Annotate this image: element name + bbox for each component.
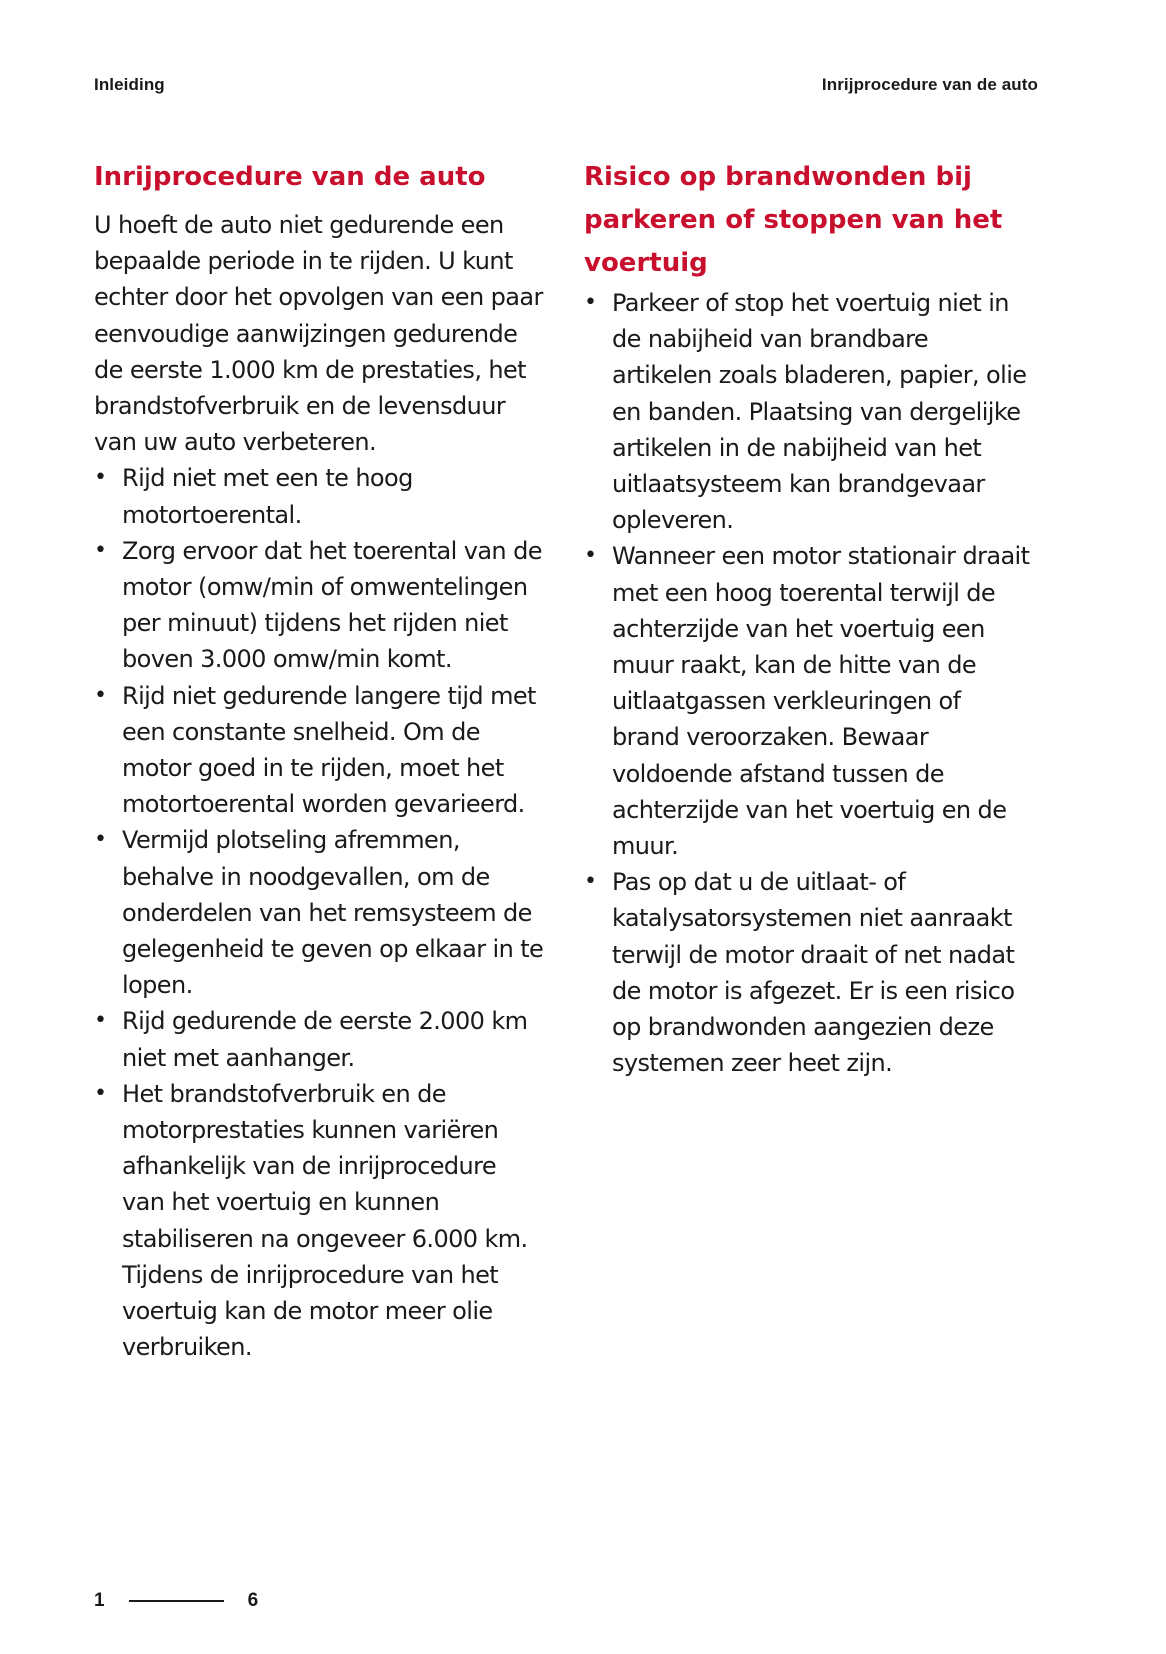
list-item: • Rijd gedurende de eerste 2.000 km niet met aanhanger. [94, 1003, 544, 1075]
running-header-section: Inrijprocedure van de auto [821, 75, 1038, 94]
break-in-bullet-list [94, 460, 544, 1365]
chapter-number: 1 [94, 1590, 105, 1611]
bullet-dot-icon: • [584, 543, 597, 569]
bullet-dot-icon: • [94, 537, 107, 563]
page-footer [94, 1590, 258, 1612]
list-item: • Rijd niet gedurende langere tijd met een constante snelheid. Om de motor goed in te rijden, moet het motortoerental worden gevarieerd. [94, 678, 544, 823]
bullet-dot-icon: • [94, 827, 107, 853]
section-title-burn-risk: Risico op brandwonden bij parkeren of stoppen van het voertuig [584, 162, 1003, 278]
intro-paragraph: U hoeft de auto niet gedurende een bepaalde periode in te rijden. U kunt echter door het opvolgen van een paar eenvoudige aanwijzingen gedurende de eerste 1.000 km de prestaties, het brandstofverbruik en de levensduur van uw auto verbeteren. [94, 211, 543, 457]
list-item: • Vermijd plotseling afremmen, behalve in noodgevallen, om de onderdelen van het remsysteem de gelegenheid te geven op elkaar in te lopen. [94, 822, 544, 1003]
right-column [584, 156, 1034, 1081]
list-item: • Zorg ervoor dat het toerental van de motor (omw/min of omwentelingen per minuut) tijdens het rijden niet boven 3.000 omw/min komt. [94, 533, 544, 678]
list-item: • Pas op dat u de uitlaat- of katalysatorsystemen niet aanraakt terwijl de motor draait of net nadat de motor is afgezet. Er is een risico op brandwonden aangezien deze systemen zeer heet zijn. [584, 864, 1034, 1081]
list-item: • Rijd niet met een te hoog motortoerental. [94, 460, 544, 532]
bullet-dot-icon: • [94, 1080, 107, 1106]
bullet-dot-icon: • [584, 290, 597, 315]
footer-divider [129, 1600, 224, 1602]
list-item: • Het brandstofverbruik en de motorprestaties kunnen variëren afhankelijk van de inrijprocedure van het voertuig en kunnen stabiliseren na ongeveer 6.000 km. Tijdens de inrijprocedure van het voertuig kan de motor meer olie verbruiken. [94, 1076, 544, 1366]
list-item: • Parkeer of stop het voertuig niet in de nabijheid van brandbare artikelen zoals bladeren, papier, olie en banden. Plaatsing van dergelijke artikelen in de nabijheid van het uitlaatsysteem kan brandgevaar opleveren. [584, 285, 1034, 538]
burn-risk-bullet-list [584, 285, 1034, 1081]
section-title-break-in: Inrijprocedure van de auto [94, 162, 486, 192]
list-item: • Wanneer een motor stationair draait met een hoog toerental terwijl de achterzijde van het voertuig een muur raakt, kan de hitte van de uitlaatgassen verkleuringen of brand veroorzaken. Bewaar voldoende afstand tussen de achterzijde van het voertuig en de muur. [584, 538, 1034, 864]
page-number: 6 [247, 1590, 259, 1611]
bullet-dot-icon: • [94, 682, 107, 708]
bullet-dot-icon: • [94, 465, 107, 491]
bullet-dot-icon: • [94, 1008, 107, 1034]
running-header-chapter: Inleiding [94, 75, 165, 94]
bullet-dot-icon: • [584, 869, 597, 895]
left-column [94, 156, 544, 1366]
